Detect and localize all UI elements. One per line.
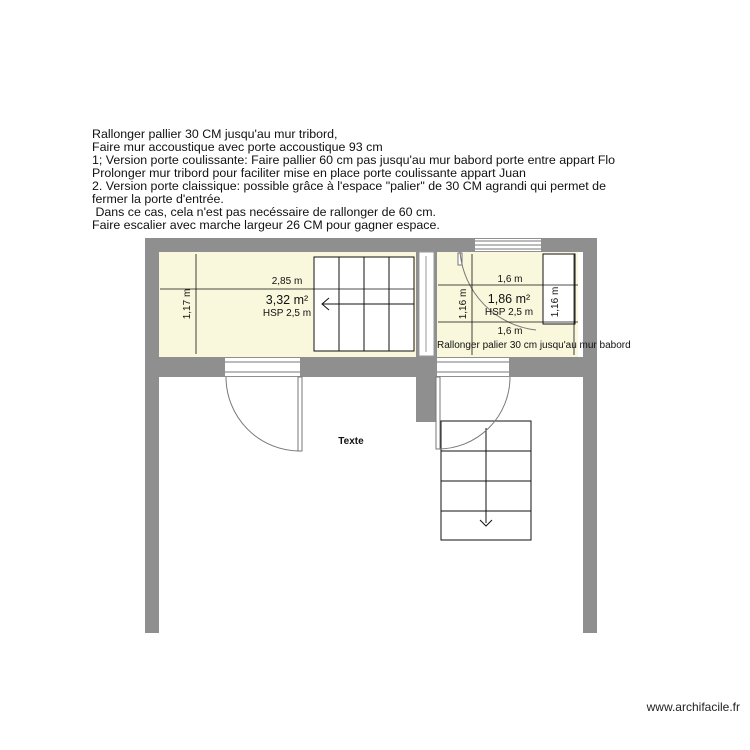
door-opening-right: [437, 358, 509, 376]
dim-right-height-right: 1,16 m: [550, 286, 561, 318]
landing-note: Rallonger palier 30 cm jusqu'au mur babord: [437, 340, 631, 351]
note-line: Prolonger mur tribord pour faciliter mise en place porte coulissante appart Juan: [92, 166, 526, 180]
wall-middle: [145, 357, 597, 377]
door-left: [226, 377, 302, 451]
note-line: Dans ce cas, cela n'est pas necéssaire de rallonger de 60 cm.: [92, 205, 436, 219]
note-line: fermer la porte d'entrée.: [92, 192, 224, 206]
area-right: 1,86 m²: [487, 292, 531, 306]
wall-right: [583, 238, 597, 633]
dim-left-width: 2,85 m: [271, 276, 303, 287]
dim-right-width-top: 1,6 m: [497, 274, 523, 285]
wall-left: [145, 238, 159, 633]
hsp-right: HSP 2,5 m: [484, 307, 534, 318]
dim-right-width-bottom: 1,6 m: [497, 326, 523, 337]
door-opening-left: [225, 358, 300, 376]
dim-right-height-left: 1,16 m: [458, 288, 469, 320]
area-left: 3,32 m²: [265, 293, 309, 307]
note-line: Faire escalier avec marche largeur 26 CM pour gagner espace.: [92, 218, 440, 232]
hsp-left: HSP 2,5 m: [262, 308, 312, 319]
stair-lower: [441, 421, 531, 540]
watermark: www.archifacile.fr: [646, 700, 740, 714]
note-line: 1; Version porte coulissante: Faire pallier 60 cm pas jusqu'au mur babord porte entre appart Flo: [92, 153, 616, 167]
note-line: 2. Version porte claissique: possible grâce à l'espace "palier" de 30 CM agrandi qui permet de: [92, 179, 606, 193]
stair-left: [314, 257, 414, 351]
note-line: Faire mur accoustique avec porte accoustique 93 cm: [92, 140, 383, 154]
dim-left-height: 1,17 m: [182, 288, 193, 320]
texte-label: Texte: [338, 436, 364, 447]
note-line: Rallonger pallier 30 CM jusqu'au mur tribord,: [92, 127, 338, 141]
